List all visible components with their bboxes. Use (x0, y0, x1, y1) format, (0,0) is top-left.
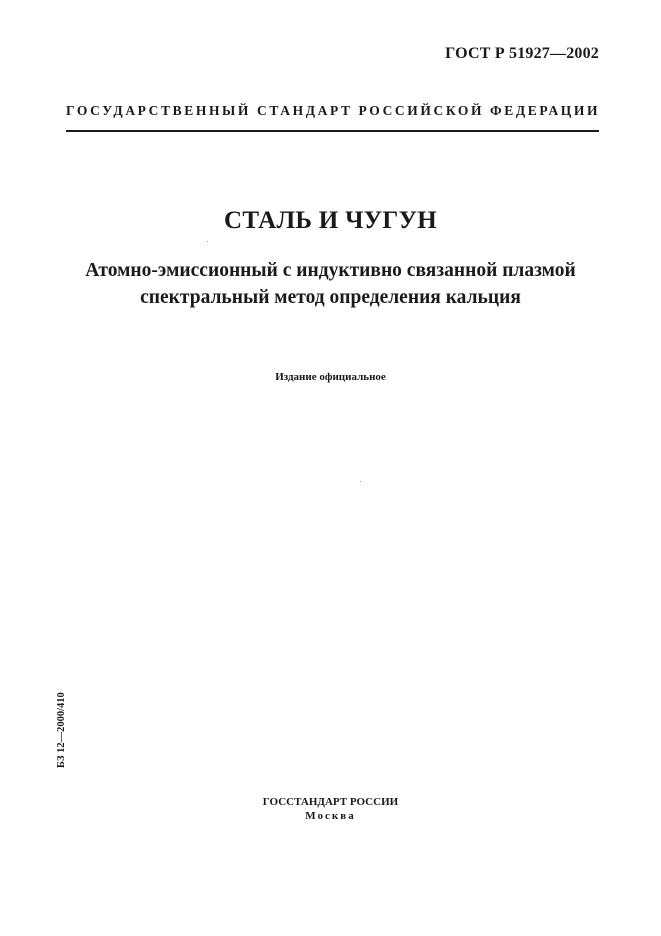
state-standard-heading: ГОСУДАРСТВЕННЫЙ СТАНДАРТ РОССИЙСКОЙ ФЕДЕРАЦИИ (66, 103, 601, 118)
document-code: ГОСТ Р 51927—2002 (445, 45, 599, 62)
scan-speck (360, 481, 361, 482)
publisher-name: ГОССТАНДАРТ РОССИИ (262, 796, 399, 808)
publisher-block (0, 795, 661, 823)
header-divider (66, 130, 599, 132)
side-code: БЗ 12—2000/410 (56, 692, 67, 768)
scan-speck (207, 241, 208, 242)
main-title: СТАЛЬ И ЧУГУН (224, 207, 437, 234)
publisher-city: Москва (305, 810, 356, 822)
edition-note: Издание официальное (275, 371, 386, 383)
subtitle (0, 257, 661, 311)
subtitle-line-2: спектральный метод определения кальция (140, 287, 521, 308)
subtitle-line-1: Атомно-эмиссионный с индуктивно связанной плазмой (85, 260, 576, 281)
